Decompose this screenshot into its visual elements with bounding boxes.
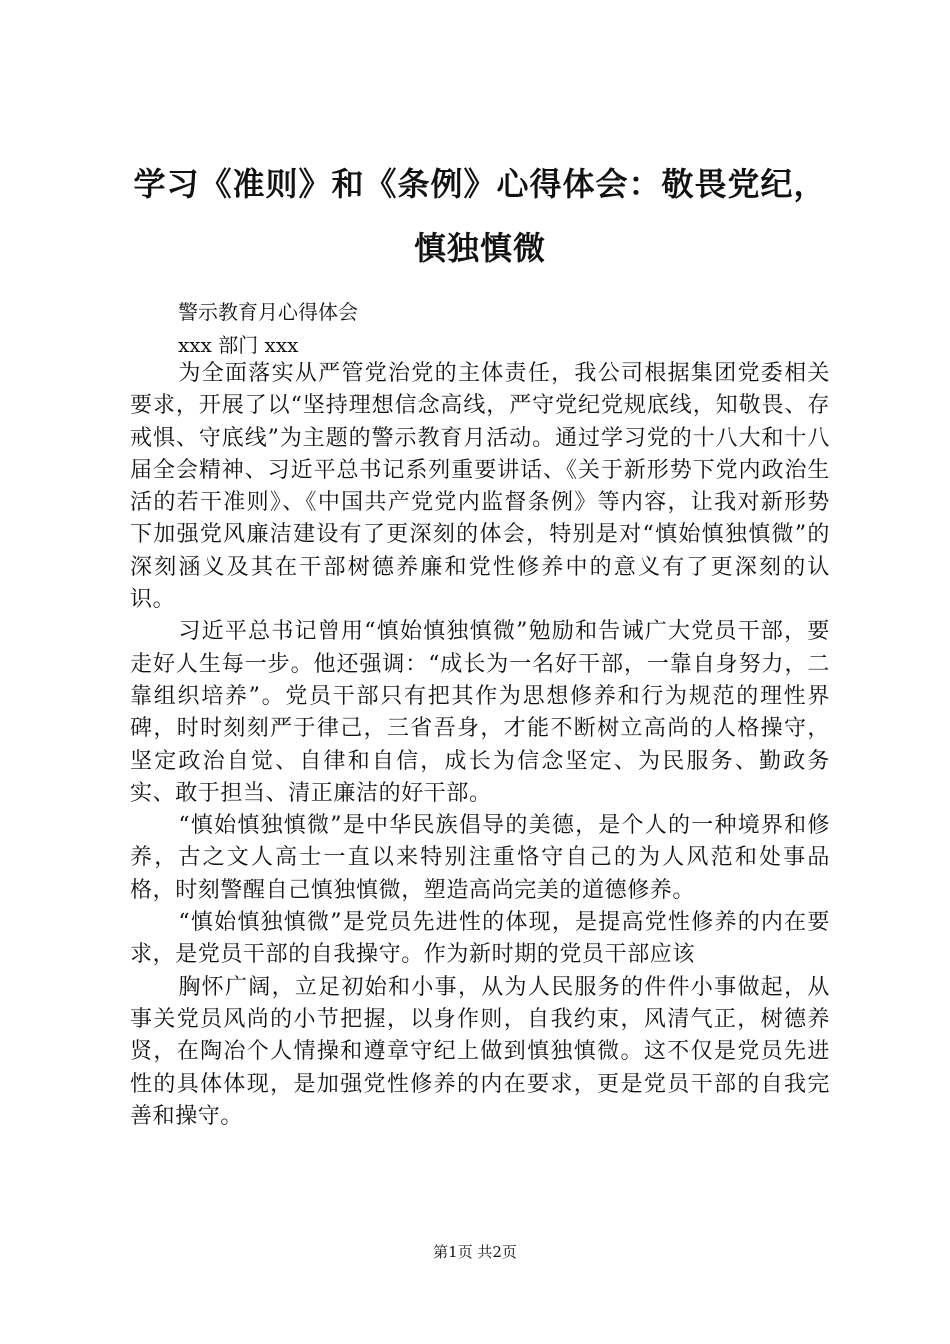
body-paragraph: “慎始慎独慎微”是中华民族倡导的美德，是个人的一种境界和修养，古之文人高士一直以来特别注重恪守自己的为人风范和处事品格，时刻警醒自己慎独慎微，塑造高尚完美的道德修养。 <box>130 813 830 903</box>
body-paragraph: “慎始慎独慎微”是党员先进性的体现，是提高党性修养的内在要求，是党员干部的自我操守。作为新时期的党员干部应该 <box>130 910 830 968</box>
document-subtitle: 警示教育月心得体会 <box>178 300 358 324</box>
body-paragraph: 习近平总书记曾用“慎始慎独慎微”勉励和告诫广大党员干部，要走好人生每一步。他还强调：“成长为一名好干部，一靠自身努力，二靠组织培养”。党员干部只有把其作为思想修养和行为规范的理性界碑，时时刻刻严于律己，三省吾身，才能不断树立高尚的人格操守，坚定政治自觉、自律和自信，成长为信念坚定、为民服务、勤政务实、敢于担当、清正廉洁的好干部。 <box>130 619 830 806</box>
document-author: xxx 部门 xxx <box>178 333 299 357</box>
page-footer: 第1页 共2页 <box>433 1243 517 1261</box>
body-paragraph: 为全面落实从严管党治党的主体责任，我公司根据集团党委相关要求，开展了以“坚持理想信念高线，严守党纪党规底线，知敬畏、存戒惧、守底线”为主题的警示教育月活动。通过学习党的十八大和十八届全会精神、习近平总书记系列重要讲话、《关于新形势下党内政治生活的若干准则》、《中国共产党党内监督条例》等内容，让我对新形势下加强党风廉洁建设有了更深刻的体会，特别是对“慎始慎独慎微”的深刻涵义及其在干部树德养廉和党性修养中的意义有了更深刻的认识。 <box>130 361 830 613</box>
document-title: 学习《准则》和《条例》心得体会：敬畏党纪，慎独慎微 <box>133 165 827 267</box>
document-body <box>130 358 830 1133</box>
body-paragraph: 胸怀广阔，立足初始和小事，从为人民服务的件件小事做起，从事关党员风尚的小节把握，以身作则，自我约束，风清气正，树德养贤，在陶冶个人情操和遵章守纪上做到慎独慎微。这不仅是党员先进性的具体体现，是加强党性修养的内在要求，更是党员干部的自我完善和操守。 <box>130 974 830 1129</box>
